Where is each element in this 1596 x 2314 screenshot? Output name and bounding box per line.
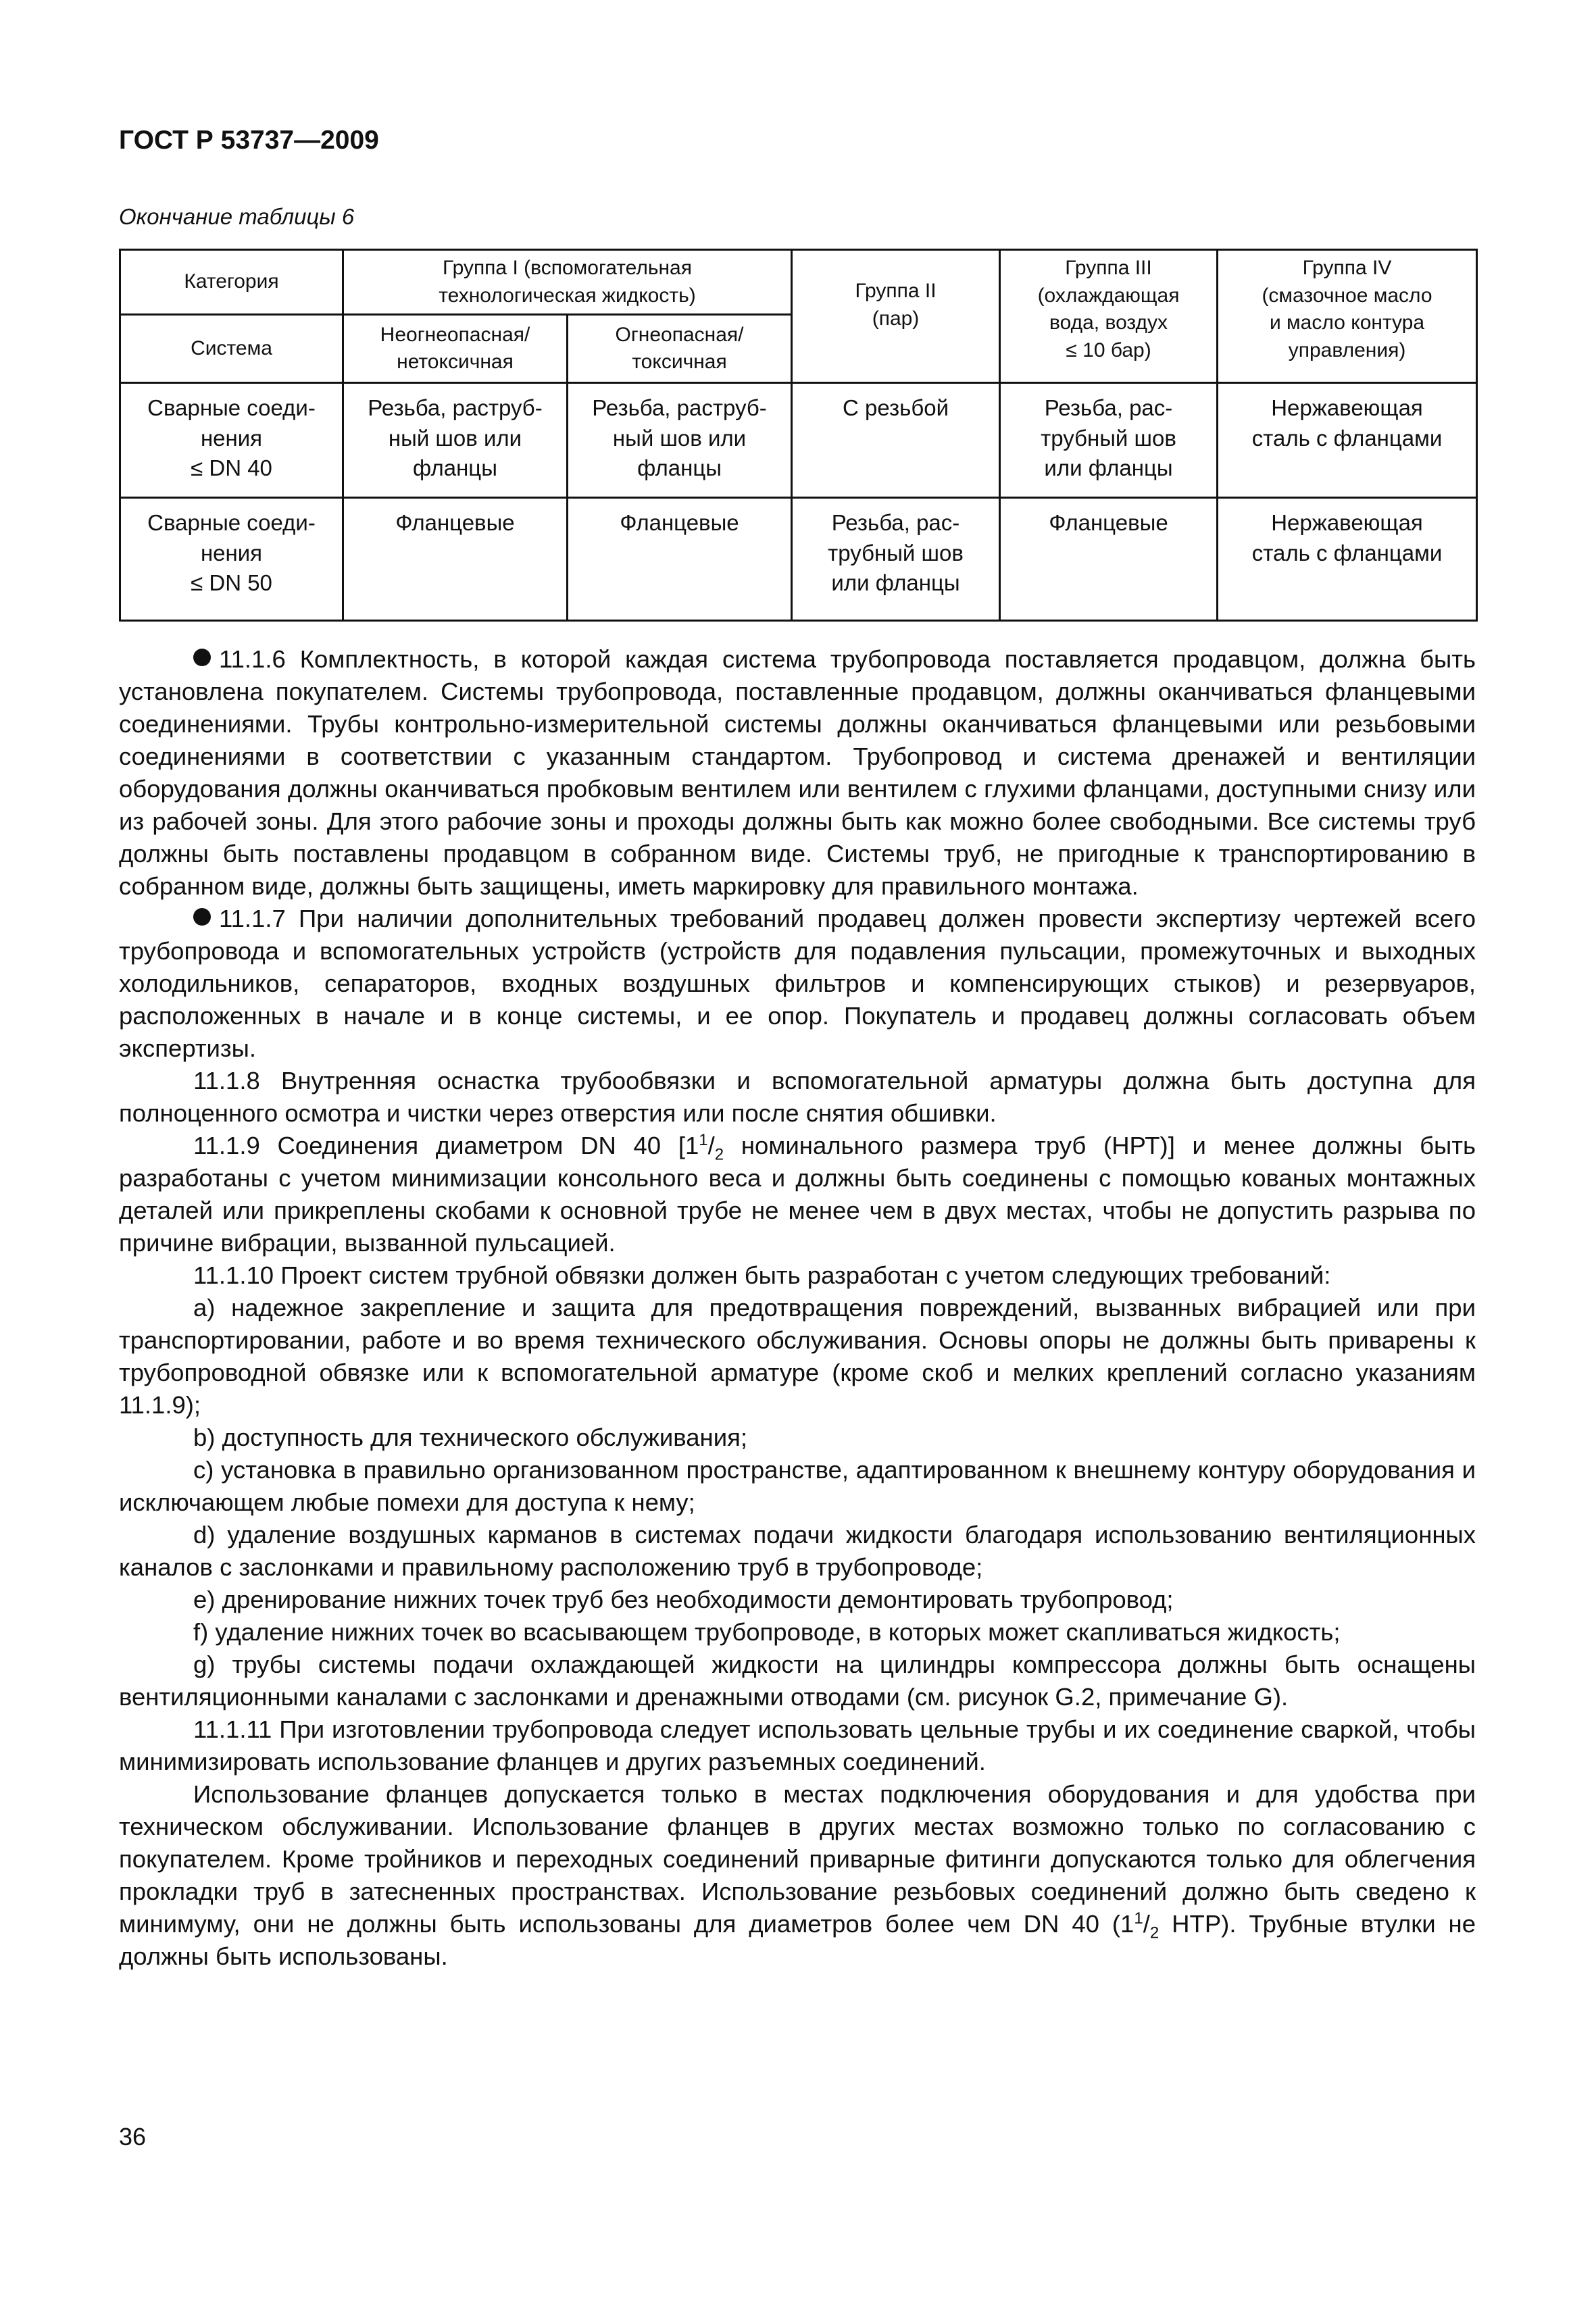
header-group-1-nonflammable: Неогнеопасная/ нетоксичная: [343, 315, 568, 383]
paragraph-11-1-9: 11.1.9 Соединения диаметром DN 40 [$1^1/_2$ номинального размера труб (НРТ)] и менее должны быть разработаны с учетом минимизации консольного веса и должны быть соединены с помощью кованых монтажных деталей или прикреплены скобами к основной трубе не менее чем в двух местах, чтобы не допустить разрыва по причине вибрации, вызванной пульсацией.: [119, 1130, 1476, 1257]
paragraph-flanges: Использование фланцев допускается только в местах подключения оборудования и для удобства при техническом обслуживании. Использование фланцев в других местах возможно только по согласованию с покупателем. Кроме тройников и переходных соединений приварные фитинги допускаются только для облегчения прокладки труб в затесненных пространствах. Использование резьбовых соединений должно быть сведено к минимуму, они не должны быть использованы для диаметров более чем DN 40 ($1^1/_2$ НТР). Трубные втулки не должны быть использованы.: [119, 1780, 1476, 1970]
header-group-3: Группа III (охлаждающая вода, воздух ≤ 10 бар): [1000, 250, 1218, 383]
list-item-d: d) удаление воздушных карманов в системах подачи жидкости благодаря использованию вентиляционных каналов с заслонками и правильному расположению труб в трубопроводе;: [119, 1521, 1476, 1581]
bullet-marker-icon: [193, 649, 211, 666]
row-name: Сварные соеди- нения ≤ DN 50: [120, 498, 343, 621]
cell-group-3: Резьба, рас- трубный шов или фланцы: [1000, 383, 1218, 498]
table-row: [120, 498, 1477, 621]
list-item-a: a) надежное закрепление и защита для предотвращения повреждений, вызванных вибрацией или при транспортировании, работе и во время технического обслуживания. Основы опоры не должны быть приварены к трубопроводной обвязке или к вспомогательной арматуре (кроме скоб и мелких креплений согласно указаниям 11.1.9);: [119, 1294, 1476, 1419]
header-group-1-flammable: Огнеопасная/ токсичная: [568, 315, 792, 383]
list-item-e: e) дренирование нижних точек труб без необходимости демонтировать трубопровод;: [193, 1586, 1174, 1613]
list-item-f: f) удаление нижних точек во всасывающем трубопроводе, в которых может скапливаться жидкость;: [193, 1618, 1341, 1646]
table-caption: Окончание таблицы 6: [119, 204, 355, 229]
paragraph-11-1-7: 11.1.7 При наличии дополнительных требований продавец должен провести экспертизу чертежей всего трубопровода и вспомогательных устройств (устройств для подавления пульсации, промежуточных и выходных холодильников, сепараторов, входных воздушных фильтров и компенсирующих стыков) и резервуаров, расположенных в начале и в конце системы, и ее опор. Покупатель и продавец должны согласовать объем экспертизы.: [119, 905, 1476, 1062]
list-item-b: b) доступность для технического обслуживания;: [193, 1424, 748, 1451]
cell-group-1-nonflammable: Резьба, раструб- ный шов или фланцы: [343, 383, 568, 498]
header-category: Категория: [120, 250, 343, 315]
document-body: [119, 643, 1476, 1973]
table-row: [120, 383, 1477, 498]
cell-group-4: Нержавеющая сталь с фланцами: [1218, 498, 1477, 621]
cell-group-1-nonflammable: Фланцевые: [343, 498, 568, 621]
list-item-g: g) трубы системы подачи охлаждающей жидкости на цилиндры компрессора должны быть оснащены вентиляционными каналами с заслонками и дренажными отводами (см. рисунок G.2, примечание G).: [119, 1651, 1476, 1711]
header-group-4: Группа IV (смазочное масло и масло контура управления): [1218, 250, 1477, 383]
table-header-row-1: [120, 250, 1477, 315]
cell-group-2: С резьбой: [792, 383, 1000, 498]
cell-group-2: Резьба, рас- трубный шов или фланцы: [792, 498, 1000, 621]
paragraph-11-1-8: 11.1.8 Внутренняя оснастка трубообвязки и вспомогательной арматуры должна быть доступна для полноценного осмотра и чистки через отверстия или после снятия обшивки.: [119, 1067, 1476, 1127]
document-code: ГОСТ Р 53737—2009: [119, 126, 379, 155]
page-number: 36: [119, 2123, 147, 2150]
cell-group-1-flammable: Фланцевые: [568, 498, 792, 621]
header-group-2: Группа II (пар): [792, 250, 1000, 383]
list-item-c: c) установка в правильно организованном пространстве, адаптированном к внешнему контуру оборудования и исключающем любые помехи для доступа к нему;: [119, 1456, 1476, 1516]
paragraph-11-1-6: 11.1.6 Комплектность, в которой каждая система трубопровода поставляется продавцом, должна быть установлена покупателем. Системы трубопровода, поставленные продавцом, должны оканчиваться фланцевыми соединениями. Трубы контрольно-измерительной системы должны оканчиваться фланцевыми или резьбовыми соединениями в соответствии с указанным стандартом. Трубопровод и система дренажей и вентиляции оборудования должны оканчиваться пробковым вентилем или вентилем с глухими фланцами, доступными снизу или из рабочей зоны. Для этого рабочие зоны и проходы должны быть как можно более свободными. Все системы труб должны быть поставлены продавцом в собранном виде. Системы труб, не пригодные к транспортированию в собранном виде, должны быть защищены, иметь маркировку для правильного монтажа.: [119, 645, 1476, 900]
row-name: Сварные соеди- нения ≤ DN 40: [120, 383, 343, 498]
header-group-1: Группа I (вспомогательная технологическая жидкость): [343, 250, 792, 315]
paragraph-11-1-10: 11.1.10 Проект систем трубной обвязки должен быть разработан с учетом следующих требований:: [193, 1261, 1331, 1289]
header-system: Система: [120, 315, 343, 383]
cell-group-4: Нержавеющая сталь с фланцами: [1218, 383, 1477, 498]
cell-group-1-flammable: Резьба, раструб- ный шов или фланцы: [568, 383, 792, 498]
bullet-marker-icon: [193, 908, 211, 926]
cell-group-3: Фланцевые: [1000, 498, 1218, 621]
pipe-connection-table: [119, 249, 1478, 622]
paragraph-11-1-11: 11.1.11 При изготовлении трубопровода следует использовать цельные трубы и их соединение сваркой, чтобы минимизировать использование фланцев и других разъемных соединений.: [119, 1715, 1476, 1776]
